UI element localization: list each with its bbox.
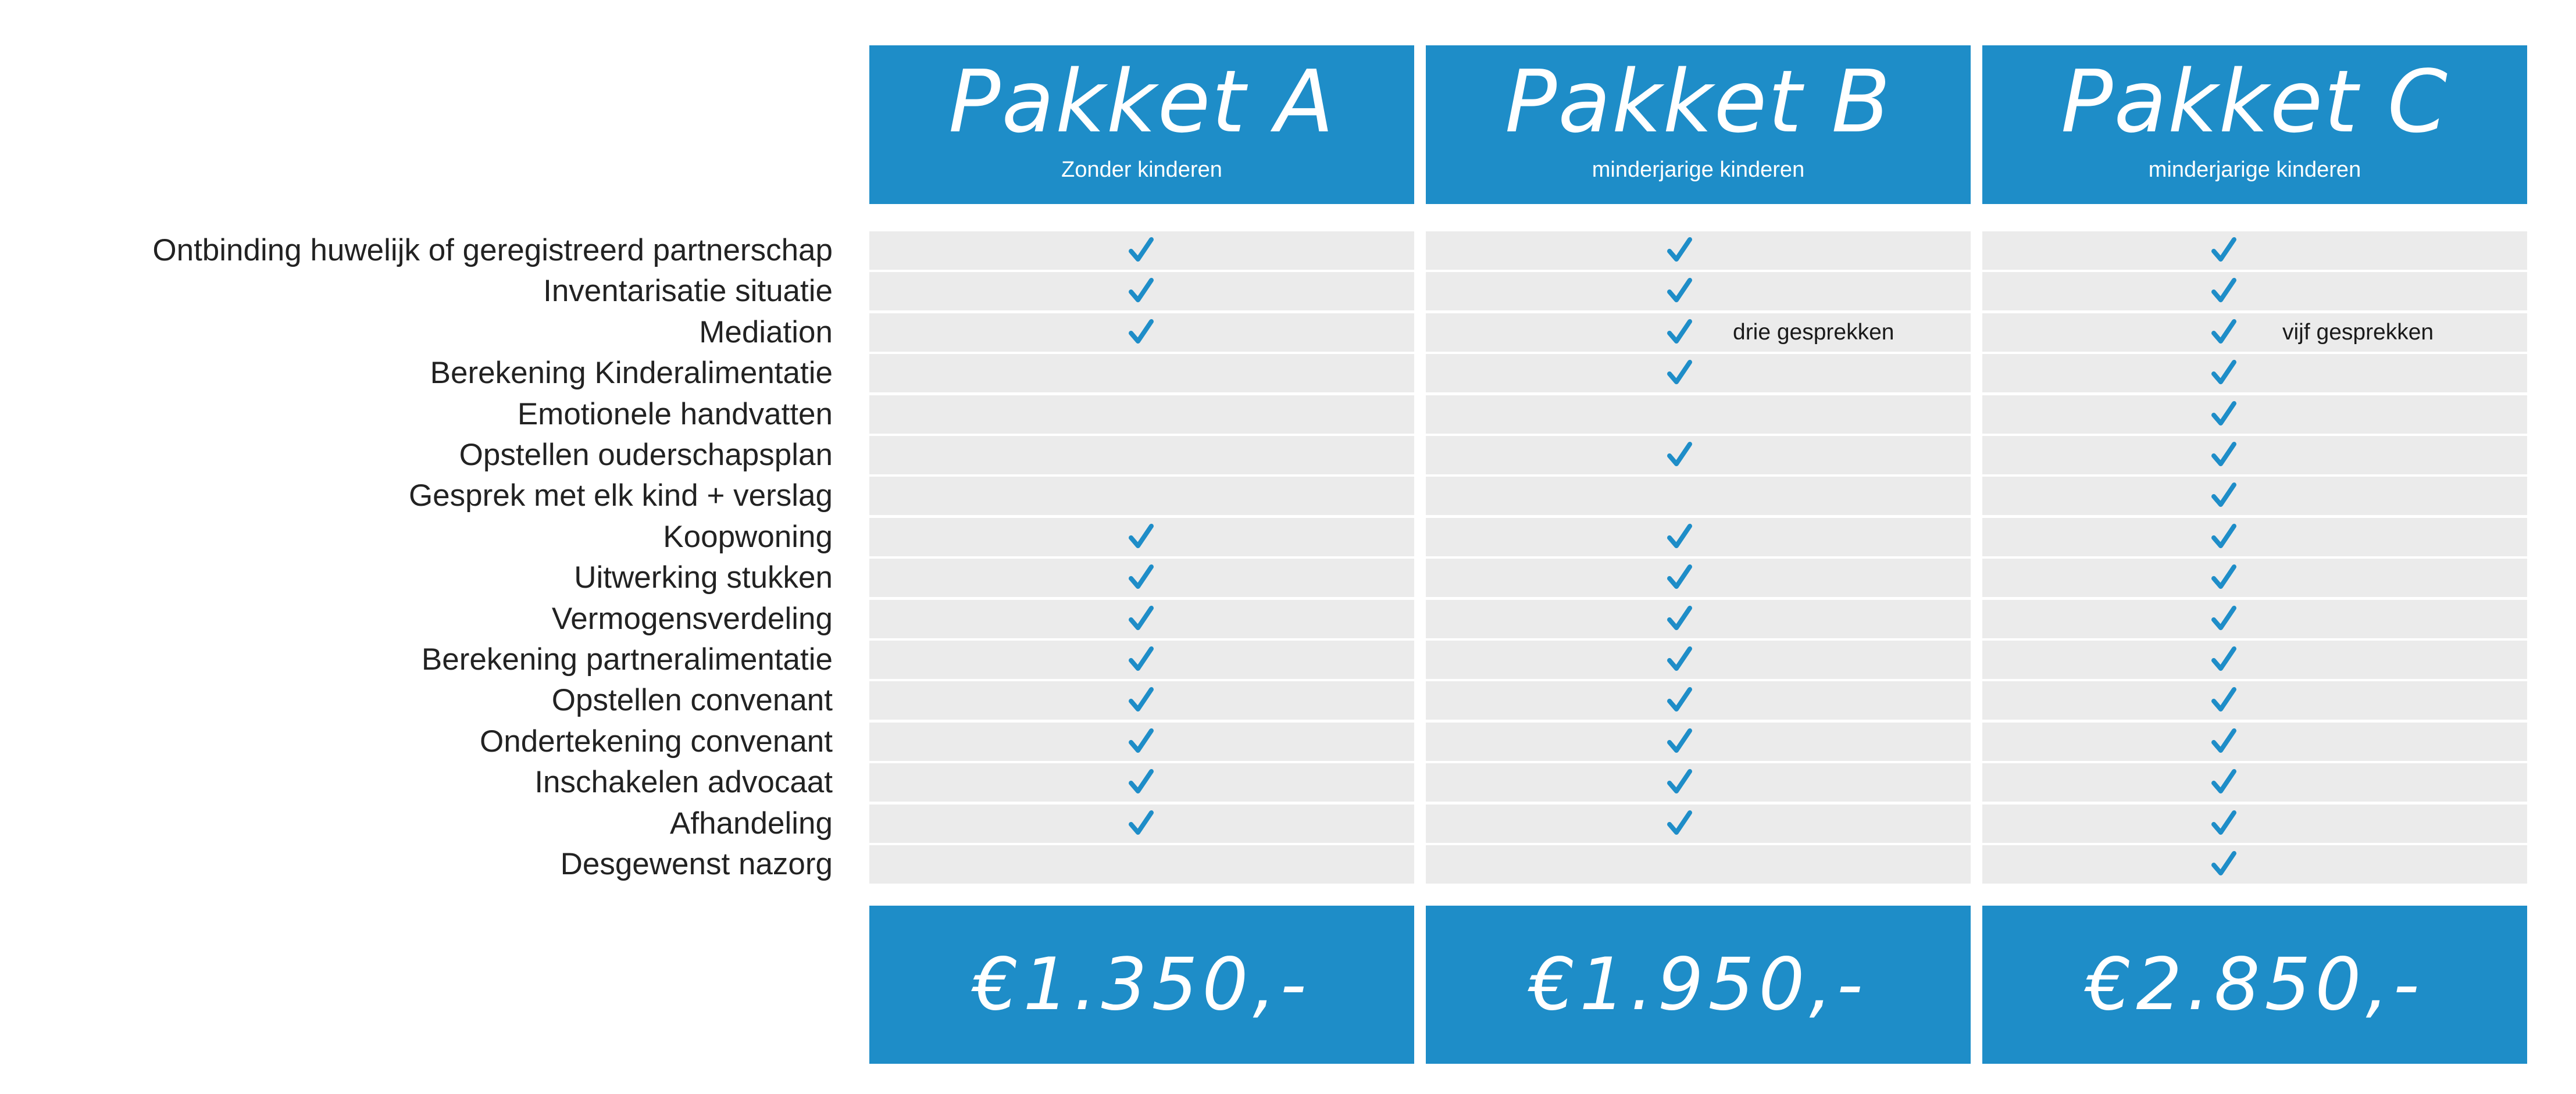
feature-cell-b [1426, 477, 1971, 515]
check-icon [1662, 642, 1697, 677]
package-header-c [1982, 45, 2527, 204]
package-subtitle: Zonder kinderen [1061, 158, 1222, 182]
check-icon [2206, 478, 2241, 513]
package-title: Pakket B [1504, 52, 1892, 152]
feature-cell-b [1426, 845, 1971, 884]
check-icon [1123, 724, 1158, 759]
check-icon [1123, 560, 1158, 595]
feature-cell-b [1426, 723, 1971, 761]
check-icon [1662, 274, 1697, 309]
package-price-c: €2.850,- [1982, 906, 2527, 1064]
check-icon [1662, 356, 1697, 391]
check-icon [2206, 847, 2241, 882]
check-icon [1662, 765, 1697, 800]
feature-cell-c [1982, 559, 2527, 597]
feature-cell-b [1426, 641, 1971, 679]
check-icon [1662, 315, 1697, 350]
check-icon [1662, 683, 1697, 718]
check-icon [1123, 274, 1158, 309]
check-icon [2206, 274, 2241, 309]
feature-cell-a [869, 436, 1414, 474]
package-price-b: €1.950,- [1426, 906, 1971, 1064]
feature-cell-a [869, 354, 1414, 392]
feature-label: Uitwerking stukken [574, 560, 833, 595]
check-icon [1123, 806, 1158, 841]
check-icon [2206, 602, 2241, 637]
feature-label: Emotionele handvatten [517, 397, 833, 431]
feature-cell-c [1982, 681, 2527, 720]
feature-cell-b [1426, 805, 1971, 843]
check-icon [1123, 765, 1158, 800]
check-icon [2206, 560, 2241, 595]
package-subtitle: minderjarige kinderen [2148, 158, 2361, 182]
feature-label: Berekening Kinderalimentatie [430, 356, 833, 390]
feature-cell-a [869, 395, 1414, 434]
feature-label: Afhandeling [670, 806, 833, 841]
feature-cell-c [1982, 477, 2527, 515]
check-icon [1662, 560, 1697, 595]
feature-cell-c [1982, 436, 2527, 474]
check-icon [1662, 806, 1697, 841]
check-icon [2206, 438, 2241, 473]
feature-cell-b [1426, 231, 1971, 270]
feature-label: Inschakelen advocaat [534, 765, 833, 799]
feature-cell-c [1982, 231, 2527, 270]
check-icon [2206, 315, 2241, 350]
feature-cell-c [1982, 845, 2527, 884]
check-icon [2206, 520, 2241, 555]
feature-label: Koopwoning [663, 520, 833, 554]
feature-cell-b [1426, 395, 1971, 434]
feature-cell-a [869, 845, 1414, 884]
package-title: Pakket C [2061, 52, 2449, 152]
feature-cell-c [1982, 805, 2527, 843]
feature-cell-b [1426, 763, 1971, 802]
check-icon [1123, 602, 1158, 637]
feature-label: Berekening partneralimentatie [421, 642, 833, 677]
check-icon [1123, 520, 1158, 555]
feature-cell-b [1426, 681, 1971, 720]
check-icon [1123, 315, 1158, 350]
feature-cell-b [1426, 600, 1971, 638]
package-header-a [869, 45, 1414, 204]
check-icon [1123, 683, 1158, 718]
feature-label: Vermogensverdeling [551, 602, 833, 636]
check-icon [2206, 765, 2241, 800]
feature-cell-c [1982, 641, 2527, 679]
feature-cell-b [1426, 354, 1971, 392]
feature-cell-b [1426, 559, 1971, 597]
check-icon [1662, 724, 1697, 759]
feature-cell-c [1982, 395, 2527, 434]
feature-label: Opstellen convenant [551, 683, 833, 717]
check-icon [2206, 397, 2241, 432]
feature-label: Gesprek met elk kind + verslag [408, 478, 833, 513]
feature-cell-b [1426, 272, 1971, 310]
feature-cell-c [1982, 313, 2527, 352]
feature-label: Desgewenst nazorg [560, 847, 833, 881]
feature-label: Ondertekening convenant [480, 724, 833, 759]
check-icon [2206, 683, 2241, 718]
feature-cell-c [1982, 723, 2527, 761]
feature-label: Inventarisatie situatie [543, 274, 833, 308]
check-icon [2206, 233, 2241, 268]
feature-cell-c [1982, 600, 2527, 638]
feature-cell-c [1982, 272, 2527, 310]
check-icon [2206, 724, 2241, 759]
package-header-b [1426, 45, 1971, 204]
feature-cell-a [869, 477, 1414, 515]
package-price-a: €1.350,- [869, 906, 1414, 1064]
feature-cell-c [1982, 518, 2527, 556]
package-subtitle: minderjarige kinderen [1592, 158, 1805, 182]
check-icon [1662, 520, 1697, 555]
check-icon [1123, 642, 1158, 677]
check-icon [1662, 233, 1697, 268]
feature-cell-c [1982, 354, 2527, 392]
check-icon [2206, 806, 2241, 841]
feature-label: Mediation [699, 315, 833, 349]
check-icon [2206, 356, 2241, 391]
package-title: Pakket A [948, 52, 1335, 152]
check-icon [2206, 642, 2241, 677]
check-icon [1123, 233, 1158, 268]
feature-cell-b [1426, 436, 1971, 474]
feature-label: Ontbinding huwelijk of geregistreerd partnerschap [152, 233, 833, 267]
feature-note: vijf gesprekken [2282, 320, 2434, 345]
check-icon [1662, 602, 1697, 637]
feature-cell-c [1982, 763, 2527, 802]
check-icon [1662, 438, 1697, 473]
feature-cell-b [1426, 518, 1971, 556]
feature-note: drie gesprekken [1733, 320, 1894, 345]
feature-label: Opstellen ouderschapsplan [459, 438, 833, 472]
